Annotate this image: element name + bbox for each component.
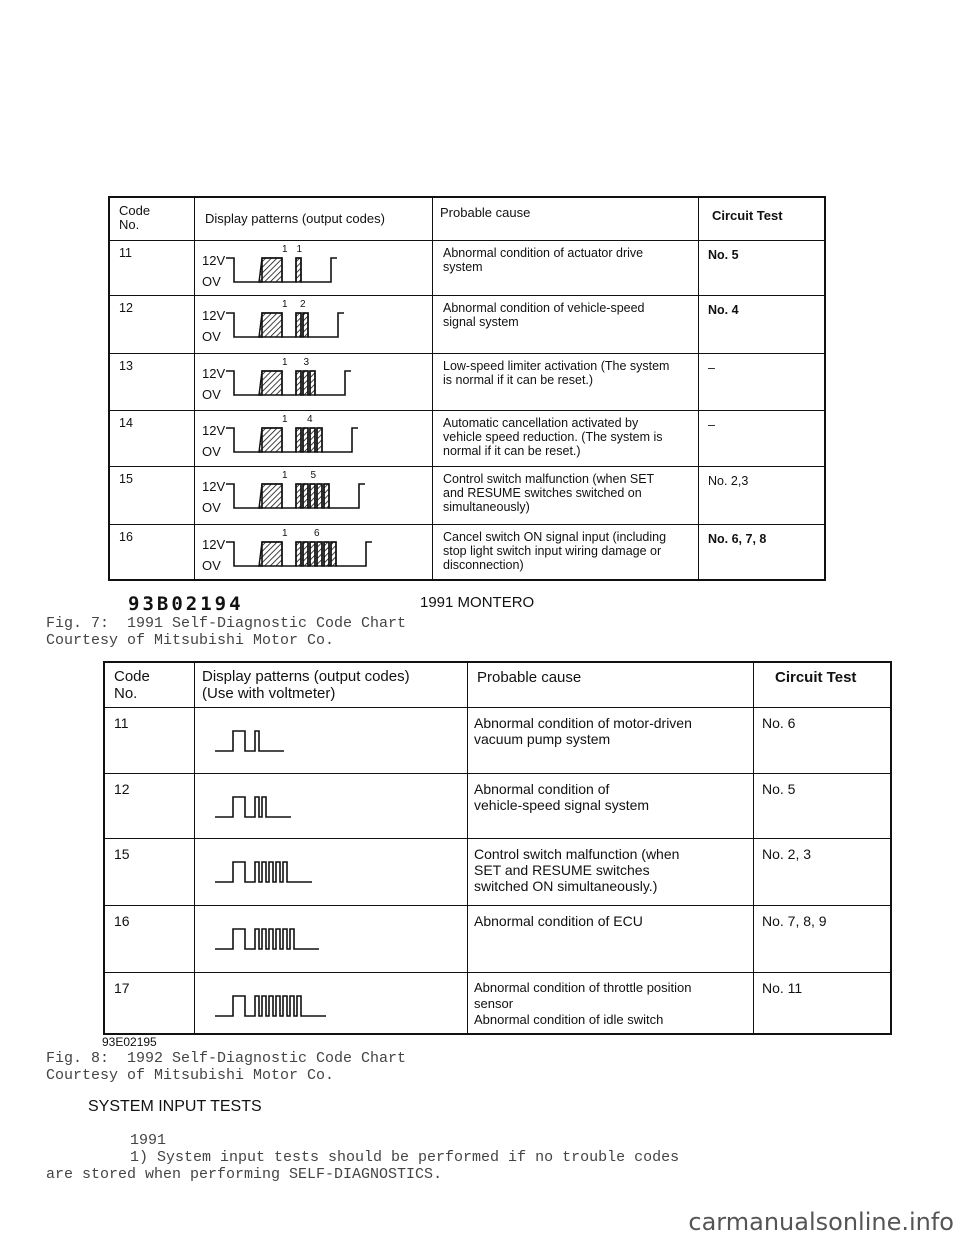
fig8-cause: Abnormal condition of vehicle-speed signal system (474, 781, 650, 813)
fig8-caption: Fig. 8: 1992 Self-Diagnostic Code Chart (46, 1050, 407, 1067)
fig8-test: No. 7, 8, 9 (762, 913, 827, 929)
fig8-cause: Control switch malfunction (when SET and RESUME switches switched ON simultaneously.) (474, 846, 680, 894)
fig8-test: No. 5 (762, 781, 796, 797)
fig7-volt-high: 12V (202, 479, 226, 494)
fig7-volt-low: OV (202, 444, 221, 459)
fig8-courtesy: Courtesy of Mitsubishi Motor Co. (46, 1067, 335, 1084)
fig7-first-digit: 1 (282, 357, 288, 368)
fig7-test: No. 6, 7, 8 (708, 532, 767, 546)
fig7-waveform (226, 365, 406, 399)
fig8-waveform (215, 990, 385, 1020)
fig7-code: 12 (119, 301, 133, 315)
section-title: SYSTEM INPUT TESTS (88, 1098, 262, 1115)
fig7-test: – (708, 418, 715, 432)
fig7-volt-high: 12V (202, 308, 226, 323)
fig8-cause: Abnormal condition of motor-driven vacuum pump system (474, 715, 692, 747)
fig7-volt-high: 12V (202, 423, 226, 438)
fig7-second-digit: 3 (303, 357, 310, 368)
fig7-waveform (226, 536, 406, 570)
fig7-waveform (226, 422, 406, 456)
fig7-courtesy: Courtesy of Mitsubishi Motor Co. (46, 632, 335, 649)
fig7-volt-high: 12V (202, 253, 226, 268)
fig7-table (108, 196, 826, 581)
fig7-second-digit: 2 (300, 299, 306, 310)
fig7-volt-low: OV (202, 500, 221, 515)
fig7-model: 1991 MONTERO (420, 594, 535, 611)
fig8-code: 15 (114, 846, 130, 862)
fig8-cause: Abnormal condition of throttle position sensor Abnormal condition of idle switch (474, 980, 692, 1027)
fig8-waveform (215, 791, 385, 821)
fig8-waveform (215, 856, 385, 886)
fig8-test: No. 6 (762, 715, 796, 731)
fig7-waveform (226, 252, 406, 286)
fig7-waveform (226, 307, 406, 341)
fig7-cause: Automatic cancellation activated by vehicle speed reduction. (The system is normal if it can be reset.) (443, 416, 663, 458)
fig7-header-cause: Probable cause (440, 205, 531, 220)
fig7-volt-high: 12V (202, 366, 226, 381)
fig8-header-pattern: Display patterns (output codes) (Use with voltmeter) (202, 668, 410, 702)
fig7-cause: Cancel switch ON signal input (including stop light switch input wiring damage or disconnection) (443, 530, 667, 572)
fig8-header-cause: Probable cause (477, 669, 582, 686)
section-year: 1991 (130, 1132, 167, 1149)
fig7-header-code: Code No. (119, 203, 151, 232)
fig8-test: No. 11 (762, 980, 803, 996)
fig7-code: 16 (119, 530, 133, 544)
fig7-test: No. 5 (708, 248, 739, 262)
fig8-cause: Abnormal condition of ECU (474, 913, 643, 929)
fig8-code: 17 (114, 980, 130, 996)
fig7-code: 14 (119, 416, 133, 430)
fig8-code: 11 (114, 715, 129, 731)
fig7-second-digit: 1 (296, 244, 303, 255)
fig7-volt-low: OV (202, 274, 221, 289)
fig7-volt-low: OV (202, 387, 221, 402)
fig8-waveform (215, 923, 385, 953)
fig7-second-digit: 4 (307, 414, 313, 425)
fig7-first-digit: 1 (282, 528, 288, 539)
fig7-test: – (708, 361, 715, 375)
fig8-header-test: Circuit Test (775, 669, 857, 686)
fig7-first-digit: 1 (282, 470, 288, 481)
fig7-volt-low: OV (202, 558, 221, 573)
fig7-cause: Low-speed limiter activation (The system is normal if it can be reset.) (443, 359, 670, 387)
section-line-1: 1) System input tests should be performed if no trouble codes (130, 1149, 680, 1166)
fig8-code: 16 (114, 913, 130, 929)
fig7-volt-low: OV (202, 329, 221, 344)
fig7-stamp: 93B02194 (128, 593, 244, 615)
fig7-cause: Abnormal condition of vehicle-speed signal system (443, 301, 645, 329)
fig8-header-code: Code No. (114, 668, 150, 702)
fig7-code: 13 (119, 359, 133, 373)
fig7-volt-high: 12V (202, 537, 226, 552)
fig7-cause: Control switch malfunction (when SET and RESUME switches switched on simultaneously) (443, 472, 655, 514)
fig7-header-pattern: Display patterns (output codes) (205, 211, 385, 226)
fig7-first-digit: 1 (282, 299, 288, 310)
fig7-caption: Fig. 7: 1991 Self-Diagnostic Code Chart (46, 615, 407, 632)
fig7-first-digit: 1 (282, 244, 288, 255)
fig8-waveform (215, 725, 385, 755)
fig7-second-digit: 5 (310, 470, 317, 481)
fig7-header-test: Circuit Test (712, 208, 783, 223)
fig7-first-digit: 1 (282, 414, 288, 425)
fig7-cause: Abnormal condition of actuator drive system (443, 246, 644, 274)
fig7-test: No. 4 (708, 303, 739, 317)
watermark: carmanualsonline.info (688, 1208, 954, 1236)
fig7-second-digit: 6 (314, 528, 320, 539)
section-line-2: are stored when performing SELF-DIAGNOSTICS. (46, 1166, 443, 1183)
fig7-code: 15 (119, 472, 133, 486)
fig7-test: No. 2,3 (708, 474, 749, 488)
fig7-waveform (226, 478, 406, 512)
fig7-code: 11 (119, 246, 132, 260)
fig8-test: No. 2, 3 (762, 846, 812, 862)
fig8-table (103, 661, 892, 1035)
fig8-stamp: 93E02195 (102, 1035, 157, 1049)
fig8-code: 12 (114, 781, 130, 797)
